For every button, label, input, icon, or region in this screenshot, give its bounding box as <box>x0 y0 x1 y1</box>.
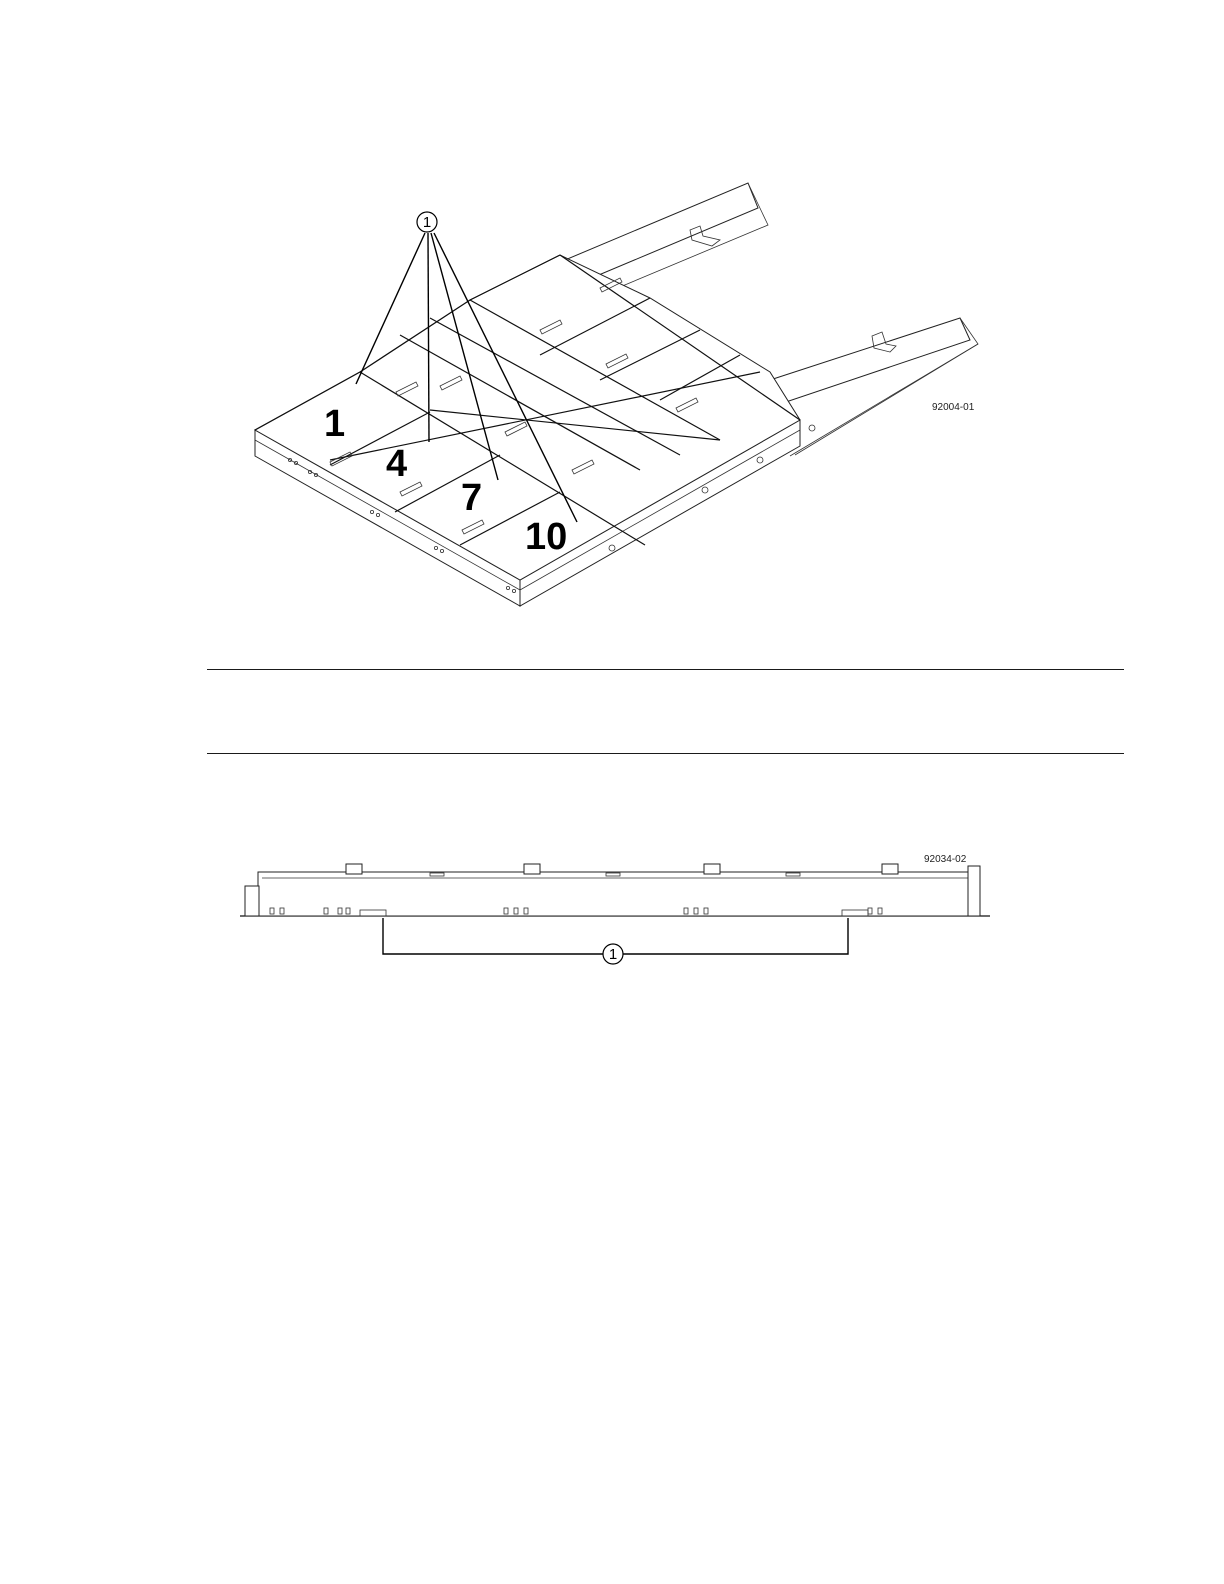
callout-badge <box>417 212 437 232</box>
figure-id-label: 92034-02 <box>924 854 967 865</box>
drive-drawer-isometric-figure <box>0 0 1224 640</box>
figure-id-label: 92004-01 <box>932 402 975 413</box>
separator-rule-bottom <box>207 753 1124 754</box>
callout-number: 1 <box>608 946 618 963</box>
drive-drawer-side-figure <box>0 840 1224 980</box>
slot-label-1: 1 <box>324 403 346 445</box>
callout-badge <box>603 944 623 964</box>
callout-number: 1 <box>422 214 432 231</box>
slot-label-4: 4 <box>386 443 408 485</box>
slot-label-10: 10 <box>525 516 568 558</box>
separator-rule-top <box>207 669 1124 670</box>
slot-label-7: 7 <box>461 477 483 519</box>
drawer-side-profile <box>240 864 990 916</box>
drawer-side-rail-right <box>770 318 978 456</box>
